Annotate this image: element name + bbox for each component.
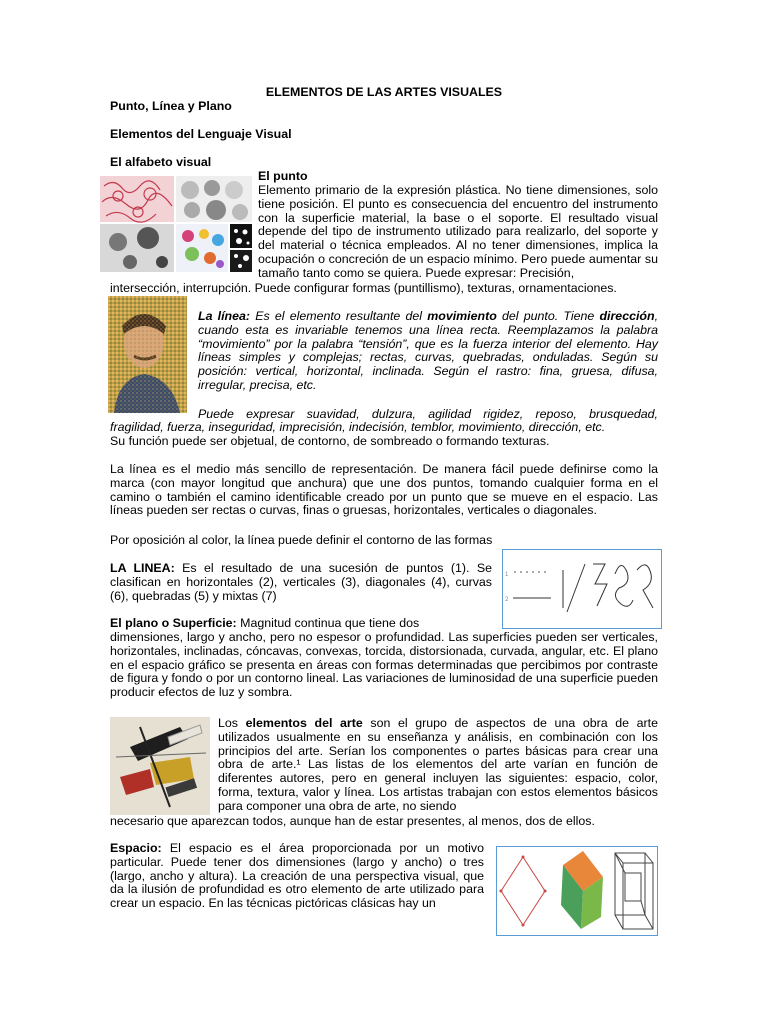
linea-expresar-line: Puede expresar suavidad, dulzura, agilidad rigidez, reposo, brusquedad, xyxy=(198,407,658,421)
punto-heading: El punto xyxy=(258,169,308,183)
plano-label: El plano o Superficie: xyxy=(110,616,237,630)
elementos-paragraph xyxy=(218,717,658,814)
espacio-text: El espacio es el área proporcionada por un motivo particular. Puede tener dos dimensiones (largo y ancho) o tres (largo, ancho y altura). La creación de una perspectiva visual, que da la ilusión de profundidad es otro elemento de arte utilizado para crear un espacio. En las técnicas pictóricas clásicas hay un xyxy=(110,841,484,911)
page-title: ELEMENTOS DE LAS ARTES VISUALES xyxy=(265,85,503,99)
espacio-paragraph xyxy=(110,842,484,911)
diagram-num-2: 2 xyxy=(505,597,509,603)
linea-caps-label: LA LINEA: xyxy=(110,561,175,575)
linea-caps-paragraph xyxy=(110,562,492,603)
linea-caps-text: Es el resultado de una sucesión de puntos (1). Se clasifican en horizontales (2), verticales (3), diagonales (4), curvas (6), quebradas (5) y mixtas (7) xyxy=(110,561,492,603)
linea-text-b: del punto. Tiene xyxy=(496,309,600,323)
linea-label: La línea: xyxy=(198,309,251,323)
linea-direccion: dirección xyxy=(599,309,655,323)
pointillist-portrait-image xyxy=(108,296,187,413)
linea-funcion: Su función puede ser objetual, de contorno, de sombreado o formando texturas. xyxy=(110,434,550,448)
linea-paragraph xyxy=(198,310,658,393)
elementos-text: son el grupo de aspectos de una obra de arte utilizados usualmente en su enseñanza y análisis, en combinación con los principios del arte. Serían los componentes o partes básicas para crear una obra de arte.¹ Las listas de los elementos del arte varían en función de diferentes autores, pero en general incluyen las siguientes: espacio, color, forma, textura, valor y línea. Los artistas trabajan con estos elementos básicos para componer una obra de arte, no siendo xyxy=(218,716,659,813)
espacio-label: Espacio: xyxy=(110,841,162,855)
plano-paragraph xyxy=(110,617,492,631)
elementos-bold: elementos del arte xyxy=(245,716,363,730)
elementos-pre: Los xyxy=(218,716,246,730)
plano-text-a: Magnitud continua que tiene dos xyxy=(236,616,420,630)
diagram-num-1: 1 xyxy=(505,572,509,578)
linea-oposicion: Por oposición al color, la línea puede definir el contorno de las formas xyxy=(110,533,493,547)
space-shapes-image xyxy=(496,846,658,936)
linea-text-c: , cuando esta es invariable tenemos una línea recta. Reemplazamos la palabra “movimiento” por la palabra “tensión”, que es la fuerza interior del elemento. Hay líneas simples y complejas; rectas, curvas, quebradas, onduladas. Según su posición: vertical, horizontal, inclinada. Según el rastro: fina, gruesa, difusa, irregular, precisa, etc. xyxy=(198,309,659,392)
linea-text-a: Es el elemento resultante del xyxy=(250,309,428,323)
abstract-artwork-image xyxy=(110,717,210,815)
heading-punto-linea-plano: Punto, Línea y Plano xyxy=(110,99,232,113)
elementos-paragraph-continued: necesario que aparezcan todos, aunque han de estar presentes, al menos, dos de ellos. xyxy=(110,814,595,828)
linea-expresar-continued: fragilidad, fuerza, inseguridad, imprecisión, indecisión, temblor, movimiento, dirección, etc. xyxy=(110,420,606,434)
point-textures-image xyxy=(100,176,252,272)
linea-medio-paragraph: La línea es el medio más sencillo de representación. De manera fácil puede definirse como la marca (con mayor longitud que anchura) que une dos puntos, tomando cualquier forma en el camino o también el camino identificable creado por un punto que se mueve en el espacio. Las líneas pueden ser rectas o curvas, finas o gruesas, horizontales, verticales o diagonales. xyxy=(110,462,658,518)
linea-movimiento: movimiento xyxy=(427,309,497,323)
heading-elementos-lenguaje: Elementos del Lenguaje Visual xyxy=(110,127,292,141)
punto-paragraph-continued: intersección, interrupción. Puede configurar formas (puntillismo), texturas, ornamentaciones. xyxy=(110,281,617,295)
heading-alfabeto-visual: El alfabeto visual xyxy=(110,155,212,169)
punto-paragraph: Elemento primario de la expresión plástica. No tiene dimensiones, solo tiene posición. El punto es consecuencia del encuentro del instrumento con la superficie material, la base o el soporte. El resultado visual depende del tipo de instrumento utilizado para realizarlo, del soporte y del material o técnica empleados. Al no tener dimensiones, implica la ocupación o concreción de un espacio mínimo. Pero puede aumentar su tamaño tanto como se quiera. Puede expresar: Precisión, xyxy=(258,183,658,280)
line-types-diagram xyxy=(502,549,662,629)
plano-paragraph-continued: dimensiones, largo y ancho, pero no espesor o profundidad. Las superficies pueden ser verticales, horizontales, inclinadas, cóncavas, convexas, torcida, distorsionada, curvada, angular, etc. El plano en el espacio gráfico se presenta en áreas con formas determinadas que percibimos por contraste de figura y fondo o por un contorno lineal. Las variaciones de luminosidad de una superficie pueden producir efectos de luz y sombra. xyxy=(110,630,658,700)
